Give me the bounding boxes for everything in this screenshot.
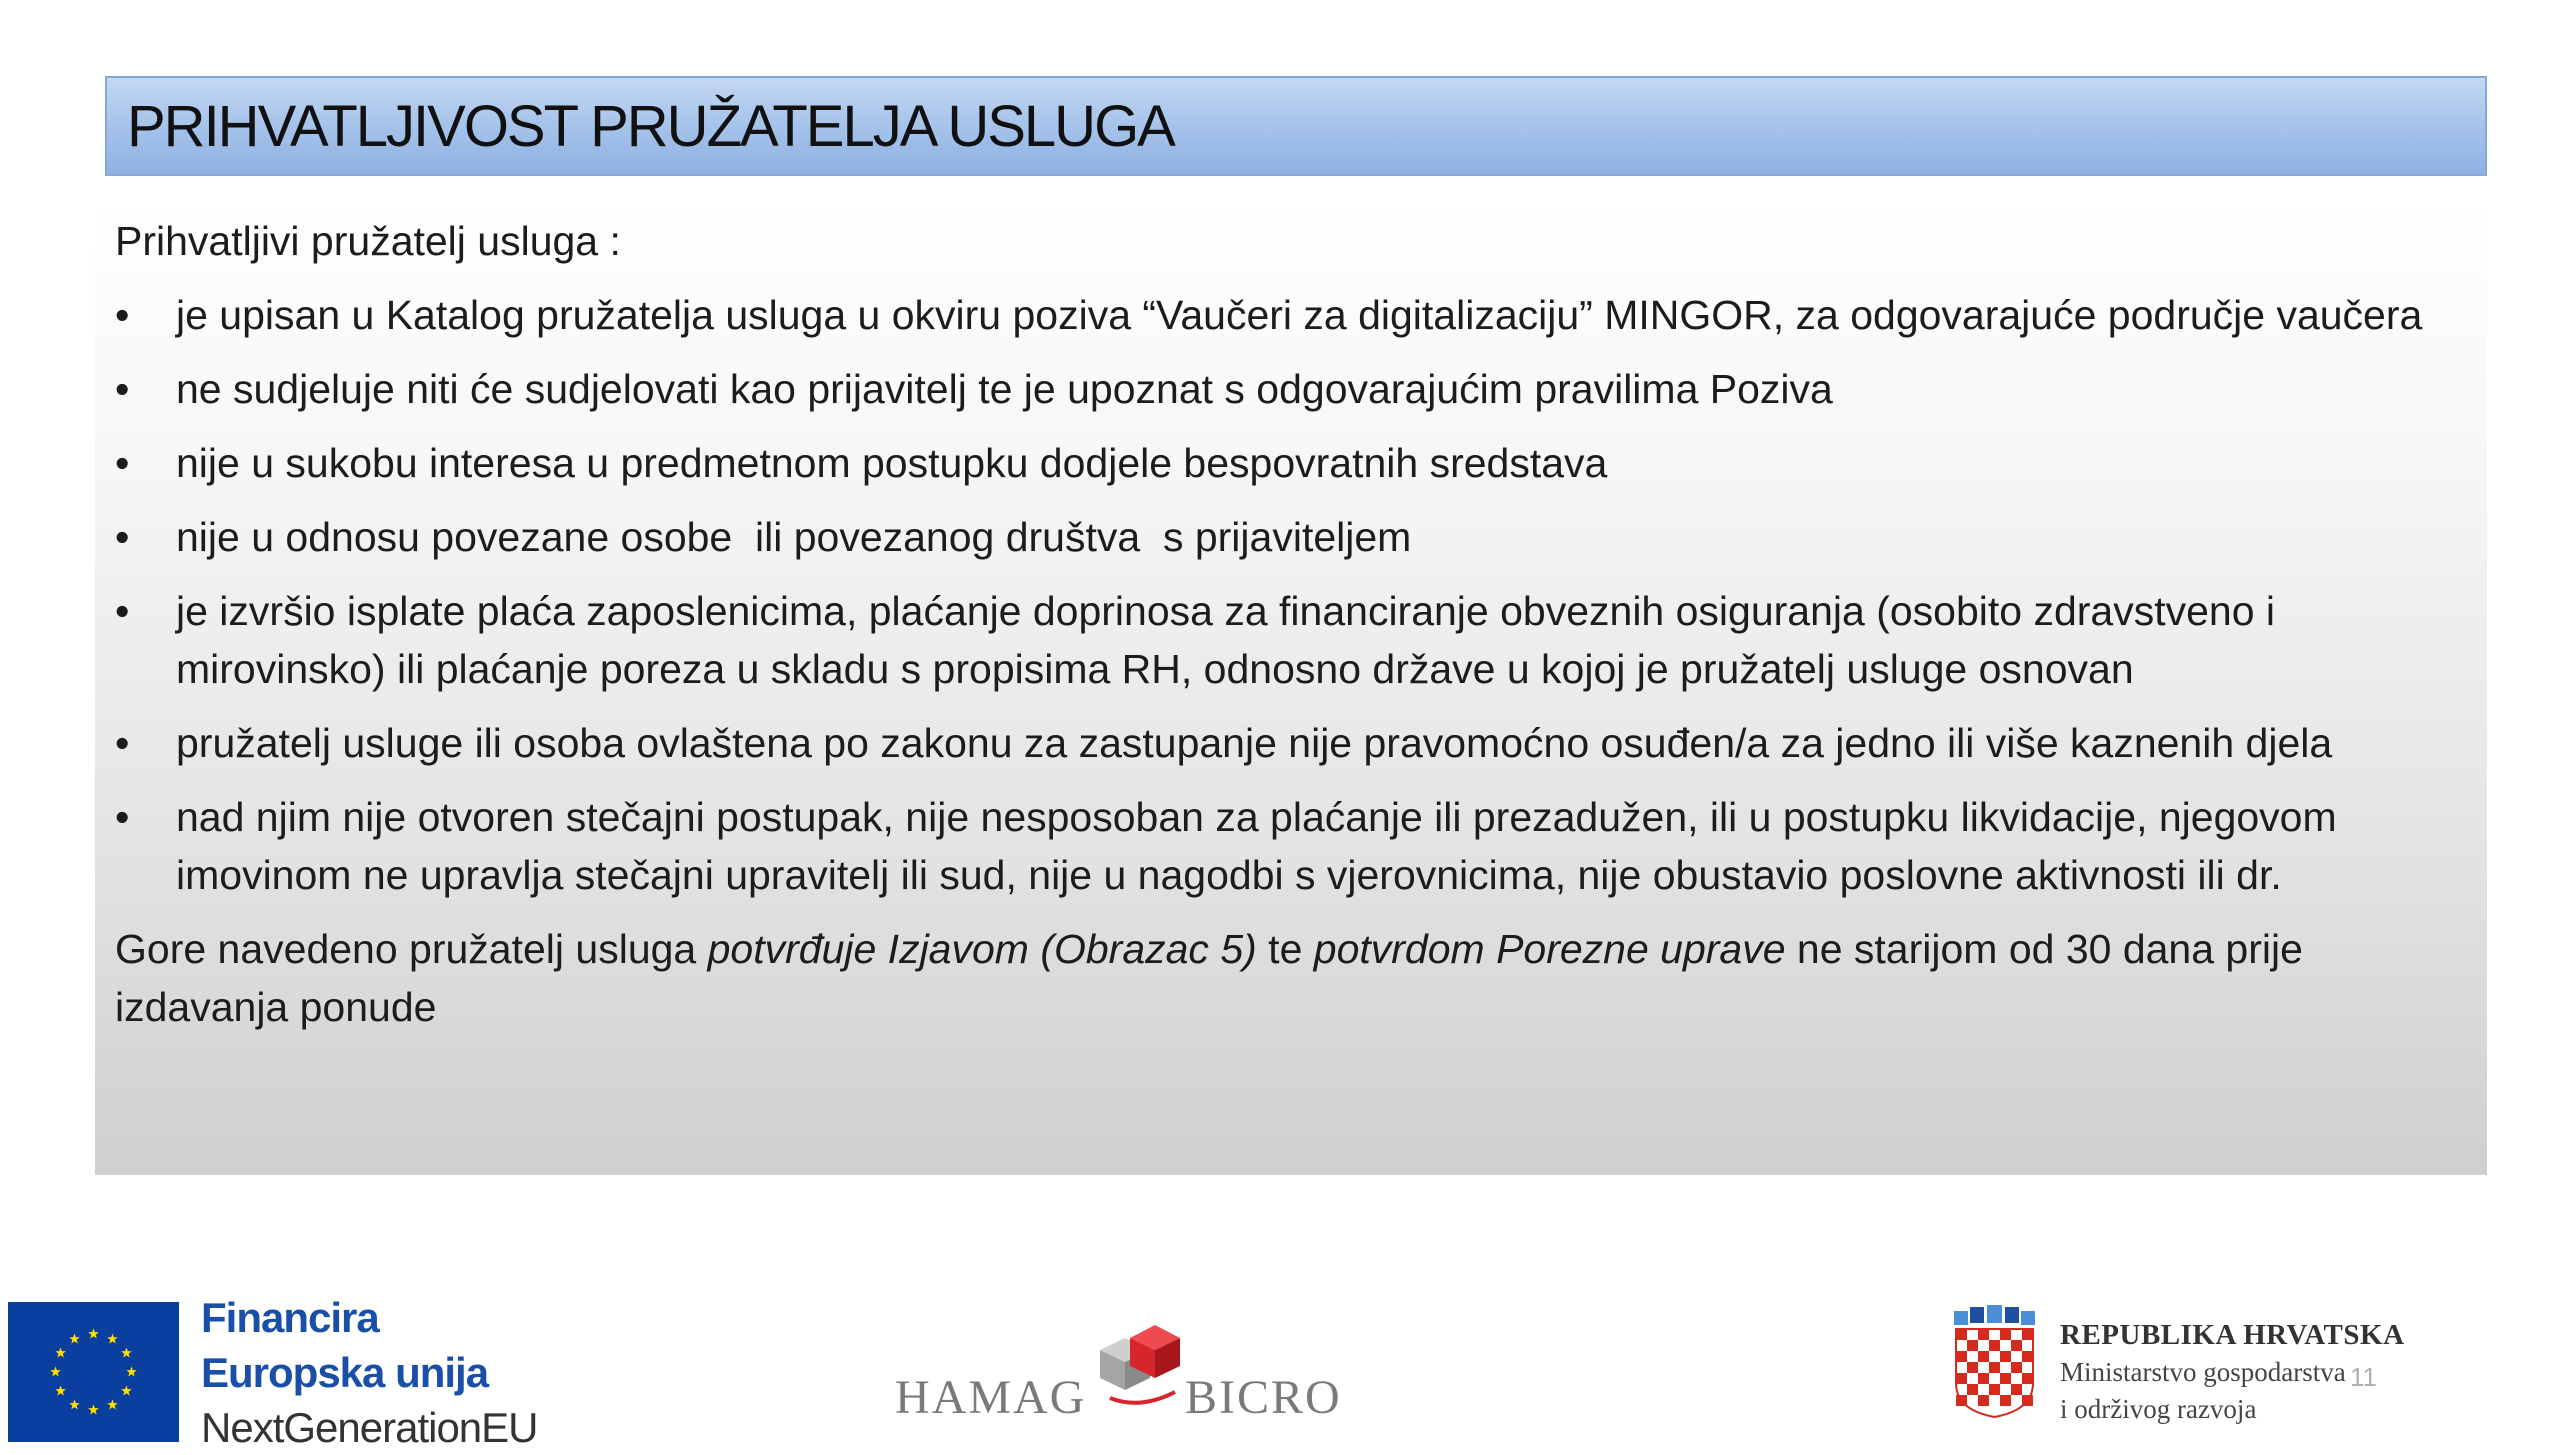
list-item xyxy=(115,714,2475,772)
list-item xyxy=(115,508,2475,566)
intro-text: Prihvatljivi pružatelj usluga : xyxy=(115,218,621,264)
slide-content xyxy=(115,212,2475,1036)
bullet-icon: • xyxy=(115,440,130,486)
bullet-icon: • xyxy=(115,292,130,338)
eu-line-2: Europska unija xyxy=(201,1349,489,1396)
closing-text-3: ne starijom od 30 dana prije izdavanja ponude xyxy=(115,926,2303,1030)
eu-line-1: Financira xyxy=(201,1294,379,1341)
eu-line-3: NextGenerationEU xyxy=(201,1404,538,1451)
list-item-text: ne sudjeluje niti će sudjelovati kao prijavitelj te je upoznat s odgovarajućim pravilima Poziva xyxy=(176,366,1833,412)
list-item xyxy=(115,788,2475,904)
bullet-icon: • xyxy=(115,720,130,766)
criteria-list xyxy=(115,286,2475,904)
slide-title: PRIHVATLJIVOST PRUŽATELJA USLUGA xyxy=(127,93,1174,159)
hamag-word: HAMAG xyxy=(895,1371,1087,1424)
slide-title-bar xyxy=(105,76,2487,176)
closing-italic-1: potvrđuje Izjavom (Obrazac 5) xyxy=(707,926,1257,972)
list-item xyxy=(115,434,2475,492)
hamag-bicro-logo xyxy=(895,1320,1345,1430)
closing-italic-2: potvrdom Porezne uprave xyxy=(1313,926,1786,972)
list-item-text: nad njim nije otvoren stečajni postupak, nije nesposoban za plaćanje ili prezadužen, ili u postupku likvidacije, njegovom imovinom ne upravlja stečajni upravitelj ili sud, nije u nagodbi s vjerovnicima, nije obustavio poslovne aktivnosti ili dr. xyxy=(176,794,2337,898)
bullet-icon: • xyxy=(115,588,130,634)
bullet-icon: • xyxy=(115,794,130,840)
ministry-line-1: REPUBLIKA HRVATSKA xyxy=(2060,1319,2405,1351)
list-item xyxy=(115,286,2475,344)
list-item xyxy=(115,360,2475,418)
ministry-line-3: i održivog razvoja xyxy=(2060,1394,2257,1424)
page-number: 11 xyxy=(2350,1362,2377,1392)
list-item-text: nije u sukobu interesa u predmetnom postupku dodjele bespovratnih sredstava xyxy=(176,440,1608,486)
eu-funding-text xyxy=(201,1290,538,1455)
list-item-text: pružatelj usluge ili osoba ovlaštena po zakonu za zastupanje nije pravomoćno osuđen/a za jedno ili više kaznenih djela xyxy=(176,720,2333,766)
ministry-line-2: Ministarstvo gospodarstva xyxy=(2060,1357,2346,1387)
hamag-cube-icon xyxy=(1080,1320,1190,1415)
bullet-icon: • xyxy=(115,514,130,560)
list-item-text: nije u odnosu povezane osobe ili povezanog društva s prijaviteljem xyxy=(176,514,1412,560)
closing-paragraph xyxy=(115,920,2475,1036)
bullet-icon: • xyxy=(115,366,130,412)
croatian-coat-of-arms-icon xyxy=(1950,1305,2040,1420)
closing-text-2: te xyxy=(1256,926,1314,972)
bicro-word: BICRO xyxy=(1185,1371,1342,1424)
eu-flag-icon xyxy=(8,1302,179,1442)
list-item-text: je upisan u Katalog pružatelja usluga u okviru poziva “Vaučeri za digitalizaciju” MINGOR, za odgovarajuće područje vaučera xyxy=(176,292,2423,338)
list-item-text: je izvršio isplate plaća zaposlenicima, plaćanje doprinosa za financiranje obveznih osiguranja (osobito zdravstveno i mirovinsko) ili plaćanje poreza u skladu s propisima RH, odnosno države u kojoj je pružatelj usluge osnovan xyxy=(176,588,2276,692)
closing-text-1: Gore navedeno pružatelj usluga xyxy=(115,926,708,972)
list-item xyxy=(115,582,2475,698)
